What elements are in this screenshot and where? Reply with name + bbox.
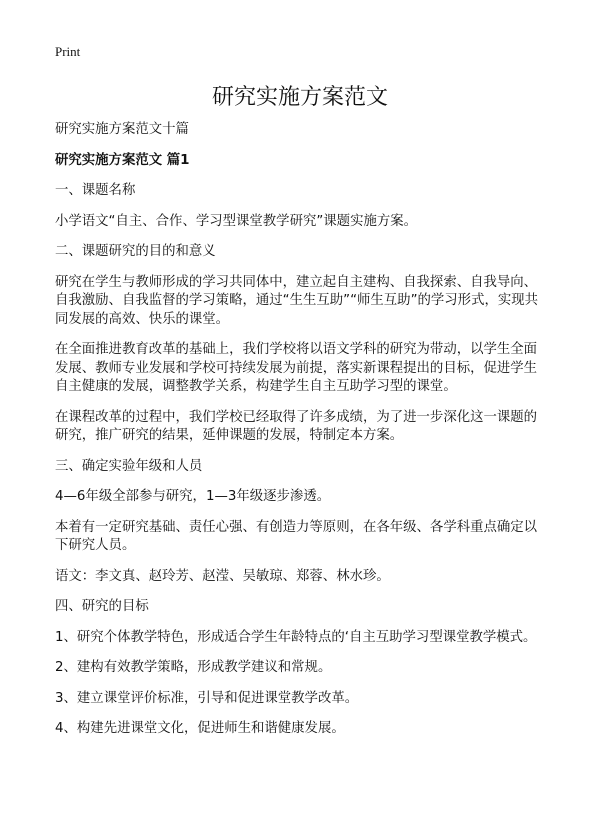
goal-item: 2、建构有效教学策略，形成教学建议和常规。 [55,660,332,675]
paragraph: 小学语文“自主、合作、学习型课堂教学研究”课题实施方案。 [55,213,418,229]
paragraph: 本着有一定研究基础、责任心强、有创造力等原则，在各年级、各学科重点确定以下研究人员。 [55,519,538,553]
paragraph: 研究在学生与教师形成的学习共同体中，建立起自主建构、自我探索、自我导向、自我激励、自我监督的学习策略，通过“生生互助”“师生互助”的学习形式，实现共同发展的高效、快乐的课堂。 [55,274,539,327]
goal-item: 1、研究个体教学特色，形成适合学生年龄特点的‘自主互助学习型课堂教学模式。 [55,629,537,645]
document-body [55,121,549,751]
paragraph: 4—6年级全部参与研究，1—3年级逐步渗透。 [55,489,331,504]
paragraph: 在课程改革的过程中，我们学校已经取得了许多成绩，为了进一步深化这一课题的研究，推广研究的结果，延伸课题的发展，特制定本方案。 [55,409,538,443]
heading-topic-name: 一、课题名称 [55,183,136,198]
heading-purpose: 二、课题研究的目的和意义 [55,244,216,259]
goal-item: 4、构建先进课堂文化，促进师生和谐健康发展。 [55,721,345,736]
goal-item: 3、建立课堂评价标准，引导和促进课堂教学改革。 [55,690,359,706]
heading-goals: 四、研究的目标 [55,599,149,614]
paragraph: 语文：李文真、赵玲芳、赵滢、吴敏琼、郑蓉、林水珍。 [55,568,390,584]
page-title: 研究实施方案范文 [211,85,388,110]
subtitle: 研究实施方案范文十篇 [55,122,189,137]
section-heading: 研究实施方案范文 篇1 [55,152,190,168]
heading-grades-staff: 三、确定实验年级和人员 [55,458,203,474]
paragraph: 在全面推进教育改革的基础上，我们学校将以语文学科的研究为带动，以学生全面发展、教师专业发展和学校可持续发展为前提，落实新课程提出的目标，促进学生自主健康的发展，调整教学关系，构建学生自主互助学习型的课堂。 [55,342,538,394]
print-link[interactable]: Print [55,44,81,59]
